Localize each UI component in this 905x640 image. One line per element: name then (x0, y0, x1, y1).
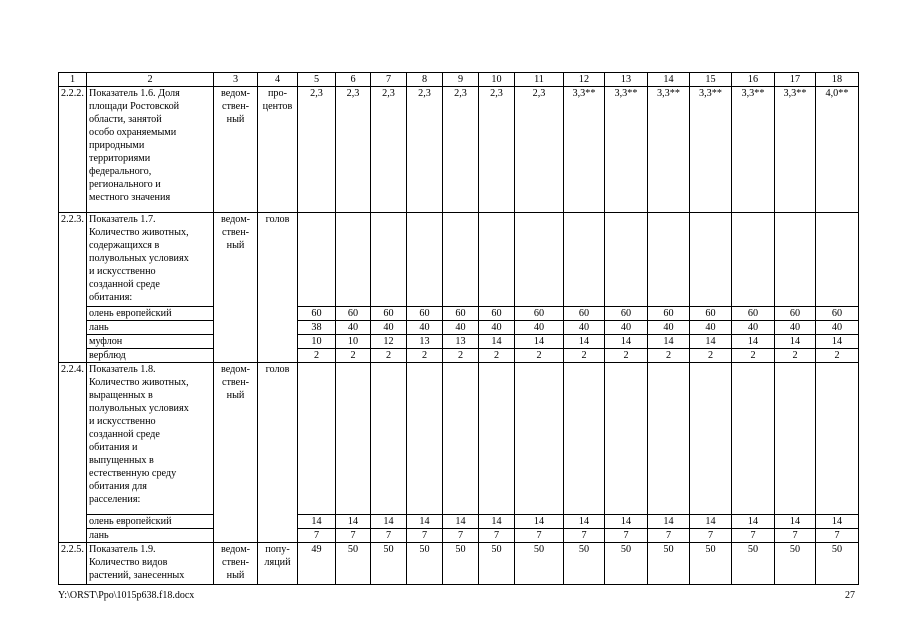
value-cell: 7 (775, 529, 816, 543)
header-cell: 3 (214, 73, 258, 87)
value-cell: 50 (371, 543, 407, 585)
value-cell: 7 (479, 529, 515, 543)
indicator-type: ведом- ствен- ный (214, 87, 258, 213)
header-cell: 4 (258, 73, 298, 87)
value-cell: 40 (336, 321, 371, 335)
value-cell: 60 (732, 307, 775, 321)
value-cell: 7 (336, 529, 371, 543)
empty-cell (371, 213, 407, 307)
value-cell: 60 (515, 307, 564, 321)
empty-cell (443, 213, 479, 307)
value-cell: 2,3 (298, 87, 336, 213)
empty-cell (775, 213, 816, 307)
value-cell: 14 (564, 335, 605, 349)
value-cell: 60 (371, 307, 407, 321)
empty-cell (732, 363, 775, 515)
value-cell: 2 (564, 349, 605, 363)
value-cell: 2 (298, 349, 336, 363)
header-cell: 18 (816, 73, 859, 87)
table-subrow (59, 515, 859, 529)
empty-cell (479, 363, 515, 515)
value-cell: 14 (479, 515, 515, 529)
value-cell: 60 (443, 307, 479, 321)
header-row (59, 73, 859, 87)
empty-cell (515, 363, 564, 515)
value-cell: 60 (564, 307, 605, 321)
row-number: 2.2.2. (59, 87, 87, 213)
value-cell: 60 (298, 307, 336, 321)
empty-cell (732, 213, 775, 307)
table-subrow (59, 335, 859, 349)
value-cell: 2 (816, 349, 859, 363)
header-cell: 5 (298, 73, 336, 87)
value-cell: 50 (407, 543, 443, 585)
header-cell: 15 (690, 73, 732, 87)
value-cell: 2 (407, 349, 443, 363)
value-cell: 14 (690, 335, 732, 349)
footer-page-number: 27 (845, 590, 855, 601)
value-cell: 14 (775, 515, 816, 529)
value-cell: 14 (371, 515, 407, 529)
table-row (59, 543, 859, 585)
header-cell: 8 (407, 73, 443, 87)
value-cell: 40 (443, 321, 479, 335)
header-cell: 11 (515, 73, 564, 87)
indicator-table (58, 72, 859, 585)
value-cell: 3,3** (605, 87, 648, 213)
value-cell: 40 (816, 321, 859, 335)
value-cell: 40 (371, 321, 407, 335)
value-cell: 3,3** (690, 87, 732, 213)
value-cell: 7 (605, 529, 648, 543)
value-cell: 50 (564, 543, 605, 585)
value-cell: 60 (479, 307, 515, 321)
row-number: 2.2.3. (59, 213, 87, 363)
value-cell: 2,3 (336, 87, 371, 213)
value-cell: 2 (648, 349, 690, 363)
table-row (59, 363, 859, 515)
empty-cell (775, 363, 816, 515)
value-cell: 60 (816, 307, 859, 321)
value-cell: 40 (775, 321, 816, 335)
value-cell: 13 (443, 335, 479, 349)
value-cell: 40 (564, 321, 605, 335)
empty-cell (605, 213, 648, 307)
value-cell: 14 (690, 515, 732, 529)
value-cell: 50 (515, 543, 564, 585)
value-cell: 50 (775, 543, 816, 585)
value-cell: 2 (479, 349, 515, 363)
table-row (59, 213, 859, 307)
value-cell: 40 (732, 321, 775, 335)
value-cell: 14 (816, 335, 859, 349)
value-cell: 2 (515, 349, 564, 363)
value-cell: 14 (479, 335, 515, 349)
subrow-label: лань (87, 321, 214, 335)
value-cell: 2 (605, 349, 648, 363)
indicator-type: ведом- ствен- ный (214, 363, 258, 543)
empty-cell (515, 213, 564, 307)
value-cell: 7 (407, 529, 443, 543)
value-cell: 7 (690, 529, 732, 543)
value-cell: 3,3** (564, 87, 605, 213)
value-cell: 40 (407, 321, 443, 335)
value-cell: 7 (515, 529, 564, 543)
empty-cell (371, 363, 407, 515)
value-cell: 50 (443, 543, 479, 585)
empty-cell (298, 213, 336, 307)
value-cell: 50 (605, 543, 648, 585)
value-cell: 40 (648, 321, 690, 335)
value-cell: 7 (298, 529, 336, 543)
indicator-title: Показатель 1.7. Количество животных, содержащихся в полувольных условиях и искусственно созданной среде обитания: (87, 213, 214, 307)
empty-cell (648, 363, 690, 515)
empty-cell (564, 213, 605, 307)
value-cell: 2 (443, 349, 479, 363)
value-cell: 2,3 (515, 87, 564, 213)
value-cell: 2 (336, 349, 371, 363)
value-cell: 60 (605, 307, 648, 321)
table-row (59, 87, 859, 213)
table-subrow (59, 349, 859, 363)
empty-cell (443, 363, 479, 515)
indicator-unit: голов (258, 213, 298, 363)
header-cell: 12 (564, 73, 605, 87)
value-cell: 60 (775, 307, 816, 321)
value-cell: 50 (336, 543, 371, 585)
footer-file-path: Y:\ORST\Ppo\1015p638.f18.docx (58, 590, 195, 601)
value-cell: 7 (564, 529, 605, 543)
empty-cell (690, 363, 732, 515)
value-cell: 50 (648, 543, 690, 585)
value-cell: 7 (443, 529, 479, 543)
header-cell: 7 (371, 73, 407, 87)
indicator-type: ведом- ствен- ный (214, 543, 258, 585)
header-cell: 13 (605, 73, 648, 87)
subrow-label: олень европейский (87, 515, 214, 529)
value-cell: 3,3** (732, 87, 775, 213)
value-cell: 40 (479, 321, 515, 335)
value-cell: 40 (605, 321, 648, 335)
value-cell: 14 (564, 515, 605, 529)
indicator-unit: про- центов (258, 87, 298, 213)
value-cell: 2,3 (407, 87, 443, 213)
header-cell: 10 (479, 73, 515, 87)
indicator-type: ведом- ствен- ный (214, 213, 258, 363)
indicator-title: Показатель 1.6. Доля площади Ростовской области, занятой особо охраняемыми природными территориями федерального, регионального и местного значения (87, 87, 214, 213)
value-cell: 7 (371, 529, 407, 543)
value-cell: 50 (732, 543, 775, 585)
empty-cell (816, 363, 859, 515)
value-cell: 7 (816, 529, 859, 543)
indicator-unit: голов (258, 363, 298, 543)
value-cell: 14 (336, 515, 371, 529)
value-cell: 14 (648, 335, 690, 349)
header-cell: 16 (732, 73, 775, 87)
value-cell: 14 (443, 515, 479, 529)
empty-cell (336, 363, 371, 515)
table-subrow (59, 307, 859, 321)
value-cell: 50 (690, 543, 732, 585)
value-cell: 2 (690, 349, 732, 363)
empty-cell (298, 363, 336, 515)
empty-cell (564, 363, 605, 515)
value-cell: 14 (515, 515, 564, 529)
value-cell: 40 (515, 321, 564, 335)
empty-cell (690, 213, 732, 307)
value-cell: 2,3 (371, 87, 407, 213)
value-cell: 2 (371, 349, 407, 363)
header-cell: 2 (87, 73, 214, 87)
empty-cell (648, 213, 690, 307)
value-cell: 2 (775, 349, 816, 363)
header-cell: 1 (59, 73, 87, 87)
value-cell: 12 (371, 335, 407, 349)
value-cell: 2,3 (443, 87, 479, 213)
value-cell: 3,3** (775, 87, 816, 213)
value-cell: 50 (816, 543, 859, 585)
value-cell: 14 (605, 335, 648, 349)
header-cell: 6 (336, 73, 371, 87)
value-cell: 14 (775, 335, 816, 349)
empty-cell (407, 363, 443, 515)
value-cell: 50 (479, 543, 515, 585)
row-number: 2.2.5. (59, 543, 87, 585)
value-cell: 49 (298, 543, 336, 585)
row-number: 2.2.4. (59, 363, 87, 543)
value-cell: 10 (298, 335, 336, 349)
value-cell: 14 (605, 515, 648, 529)
value-cell: 38 (298, 321, 336, 335)
value-cell: 14 (298, 515, 336, 529)
subrow-label: верблюд (87, 349, 214, 363)
value-cell: 60 (690, 307, 732, 321)
value-cell: 14 (732, 515, 775, 529)
indicator-unit: попу- ляций (258, 543, 298, 585)
value-cell: 40 (690, 321, 732, 335)
indicator-title: Показатель 1.8. Количество животных, выращенных в полувольных условиях и искусственно созданной среде обитания и выпущенных в естественную среду обитания для расселения: (87, 363, 214, 515)
header-cell: 14 (648, 73, 690, 87)
value-cell: 60 (648, 307, 690, 321)
empty-cell (336, 213, 371, 307)
value-cell: 14 (648, 515, 690, 529)
value-cell: 2 (732, 349, 775, 363)
header-cell: 17 (775, 73, 816, 87)
value-cell: 4,0** (816, 87, 859, 213)
value-cell: 10 (336, 335, 371, 349)
value-cell: 13 (407, 335, 443, 349)
value-cell: 3,3** (648, 87, 690, 213)
empty-cell (479, 213, 515, 307)
table-subrow (59, 321, 859, 335)
value-cell: 14 (732, 335, 775, 349)
empty-cell (816, 213, 859, 307)
indicator-title: Показатель 1.9. Количество видов растений, занесенных (87, 543, 214, 585)
value-cell: 14 (515, 335, 564, 349)
value-cell: 60 (336, 307, 371, 321)
table-subrow (59, 529, 859, 543)
subrow-label: олень европейский (87, 307, 214, 321)
header-cell: 9 (443, 73, 479, 87)
empty-cell (605, 363, 648, 515)
value-cell: 2,3 (479, 87, 515, 213)
value-cell: 7 (648, 529, 690, 543)
value-cell: 14 (407, 515, 443, 529)
subrow-label: лань (87, 529, 214, 543)
value-cell: 7 (732, 529, 775, 543)
value-cell: 60 (407, 307, 443, 321)
subrow-label: муфлон (87, 335, 214, 349)
empty-cell (407, 213, 443, 307)
value-cell: 14 (816, 515, 859, 529)
